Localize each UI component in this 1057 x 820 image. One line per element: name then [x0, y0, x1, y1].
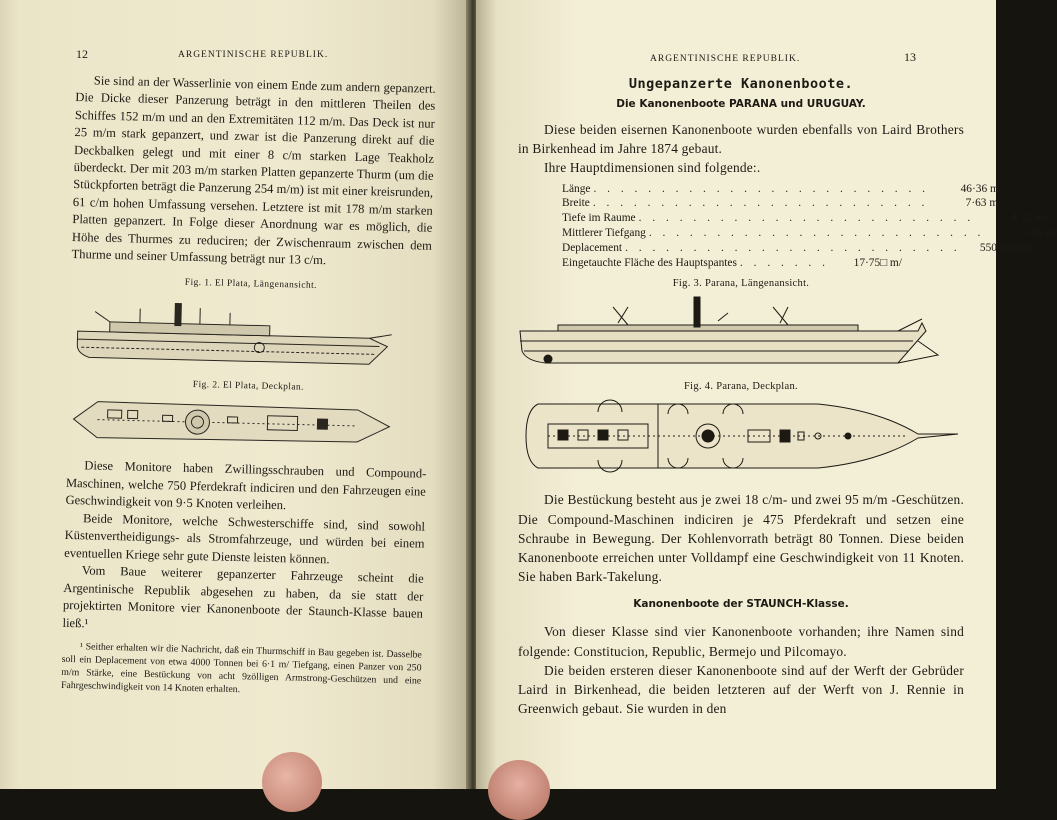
right-page-body — [518, 76, 964, 718]
fig3-caption: Fig. 3. Parana, Längenansicht. — [518, 278, 964, 289]
dimension-value: 3·05 m/ — [987, 226, 1057, 241]
dimension-label: Tiefe im Raume — [562, 211, 636, 226]
subtitle-parana-uruguay: Die Kanonenboote PARANA und URUGUAY. — [518, 98, 964, 110]
right-paragraph-staunch-builders: Die beiden ersteren dieser Kanonenboote sind auf der Werft der Gebrüder Laird in Birkenhead, die beiden letzteren auf der Werft von J. Rennie in Greenwich gebaut. Sie wurden in den — [518, 661, 964, 719]
dimension-value: 46·36 m/ — [932, 182, 1002, 197]
left-footnote: ¹ Seither erhalten wir die Nachricht, daß ein Thurmschiff in Bau gegeben ist. Dasselbe soll ein Deplacement von etwa 4000 Tonnen bei 6·1 m/ Tiefgang, einen Panzer von 250 m/m Stärke, eine Bestückung von acht 9zölligen Armstrong-Geschützen und eine Fahrgeschwindigkeit von 14 Knoten erhalten. — [61, 640, 422, 701]
left-page-body — [61, 72, 436, 701]
right-paragraph-armament: Die Bestückung besteht aus je zwei 18 c/m- und zwei 95 m/m -Geschützen. Die Compound-Maschinen indiciren je 475 Pferdekraft und setzen eine Schraube in Bewegung. Der Kohlenvorrath beträgt 80 Tonnen. Diese beiden Kanonenboote erreichen unter Volldampf eine Geschwindigkeit von 11 Knoten. Sie haben Bark-Takelung. — [518, 490, 964, 586]
right-page — [476, 0, 996, 789]
dimension-value: 17·75□ m/ — [832, 256, 902, 271]
right-paragraph-dimensions-intro: Ihre Hauptdimensionen sind folgende:. — [518, 158, 964, 177]
dimension-label: Eingetauchte Fläche des Hauptspantes — [562, 256, 737, 271]
left-paragraph-machinery: Diese Monitore haben Zwillingsschrauben und Compound-Maschinen, welche 750 Pferdekraft indiciren und den Fahrzeugen eine Geschwindigkeit von 9·5 Knoten verleihen. — [65, 457, 426, 518]
finger-left — [262, 752, 322, 812]
dimension-row: Mittlerer Tiefgang . . . . . . . . . . . . . . . . . . . . . . . . . 3·05 m/ — [562, 226, 872, 241]
fig1-caption: Fig. 1. El Plata, Längenansicht. — [71, 275, 431, 294]
fig3-parana-side-view — [518, 293, 964, 369]
dimension-row: Eingetauchte Fläche des Hauptspantes . . . . . . . 17·75□ m/ — [562, 256, 872, 271]
running-head-right: ARGENTINISCHE REPUBLIK. — [650, 54, 800, 64]
page-number-right: 13 — [904, 50, 916, 65]
dimension-label: Breite — [562, 196, 590, 211]
dimension-value: 7·63 m/ — [931, 196, 1001, 211]
fig4-parana-deck-plan — [518, 396, 964, 476]
left-paragraph-monitors: Beide Monitore, welche Schwesterschiffe sind, sind sowohl Küstenvertheidigungs- als Stromfahrzeuge, und würden bei einem eventuellen Kriege sehr gute Dienste leisten können. — [64, 510, 425, 571]
right-paragraph-staunch-names: Von dieser Klasse sind vier Kanonenboote vorhanden; ihre Namen sind folgende: Constitucion, Republic, Bermejo und Pilcomayo. — [518, 622, 964, 660]
dimension-value: 4·12 m/ — [977, 211, 1047, 226]
page-number-left: 12 — [76, 47, 88, 62]
running-head-left: ARGENTINISCHE REPUBLIK. — [178, 50, 328, 60]
fig2-caption: Fig. 2. El Plata, Deckplan. — [68, 377, 428, 396]
dimension-row: Tiefe im Raume . . . . . . . . . . . . . . . . . . . . . . . . . 4·12 m/ — [562, 211, 872, 226]
dimension-label: Mittlerer Tiefgang — [562, 226, 646, 241]
fig4-caption: Fig. 4. Parana, Deckplan. — [518, 381, 964, 392]
right-paragraph-intro: Diese beiden eisernen Kanonenboote wurden ebenfalls von Laird Brothers in Birkenhead im Jahre 1874 gebaut. — [518, 120, 964, 158]
dimensions-table — [562, 182, 964, 271]
fig2-el-plata-deck-plan — [67, 389, 398, 457]
left-page — [0, 0, 470, 789]
dimension-row: Deplacement . . . . . . . . . . . . . . . . . . . . . . . . . 550 Tonnen — [562, 241, 872, 256]
dimension-row: Breite . . . . . . . . . . . . . . . . . . . . . . . . . 7·63 m/ — [562, 196, 872, 211]
left-paragraph-armor: Sie sind an der Wasserlinie von einem Ende zum andern gepanzert. Die Dicke dieser Panzerung beträgt in den mittleren Theilen des Schiffes 152 m/m und an den Extremitäten 112 m/m. Das Deck ist nur 25 m/m stark gepanzert, und zwar ist die Panzerung direkt auf die Deckbalken gelegt und mit einer 8 c/m starken Lage Teakholz überdeckt. Der mit 203 m/m starken Platten gepanzerte Thurm (um die Stückpforten beträgt die Panzerung 254 m/m) ist mit einer kreisrunden, 61 c/m hohen Umfassung versehen. Letztere ist mit 178 m/m starken Platten gepanzert. In Folge dieser Anordnung war es möglich, die Höhe des Thurmes zu reduciren; der Zwischenraum zwischen dem Thurme und seiner Umfassung beträgt nur 13 c/m. — [71, 72, 436, 272]
section-heading-staunch-class: Kanonenboote der STAUNCH-Klasse. — [518, 598, 964, 610]
dimension-value: 550 Tonnen — [964, 241, 1034, 256]
left-paragraph-further-building: Vom Baue weiterer gepanzerter Fahrzeuge scheint die Argentinische Republik abgesehen zu haben, da sie statt der projektirten Monitore vier Kanonenboote der Staunch-Klasse bauen ließ.¹ — [62, 562, 424, 641]
fig1-el-plata-side-view — [69, 287, 401, 381]
dimension-row: Länge . . . . . . . . . . . . . . . . . . . . . . . . . 46·36 m/ — [562, 182, 872, 197]
finger-right — [488, 760, 550, 820]
dimension-label: Deplacement — [562, 241, 622, 256]
section-title-unarmored-gunboats: Ungepanzerte Kanonenboote. — [518, 76, 964, 92]
dimension-label: Länge — [562, 182, 590, 197]
